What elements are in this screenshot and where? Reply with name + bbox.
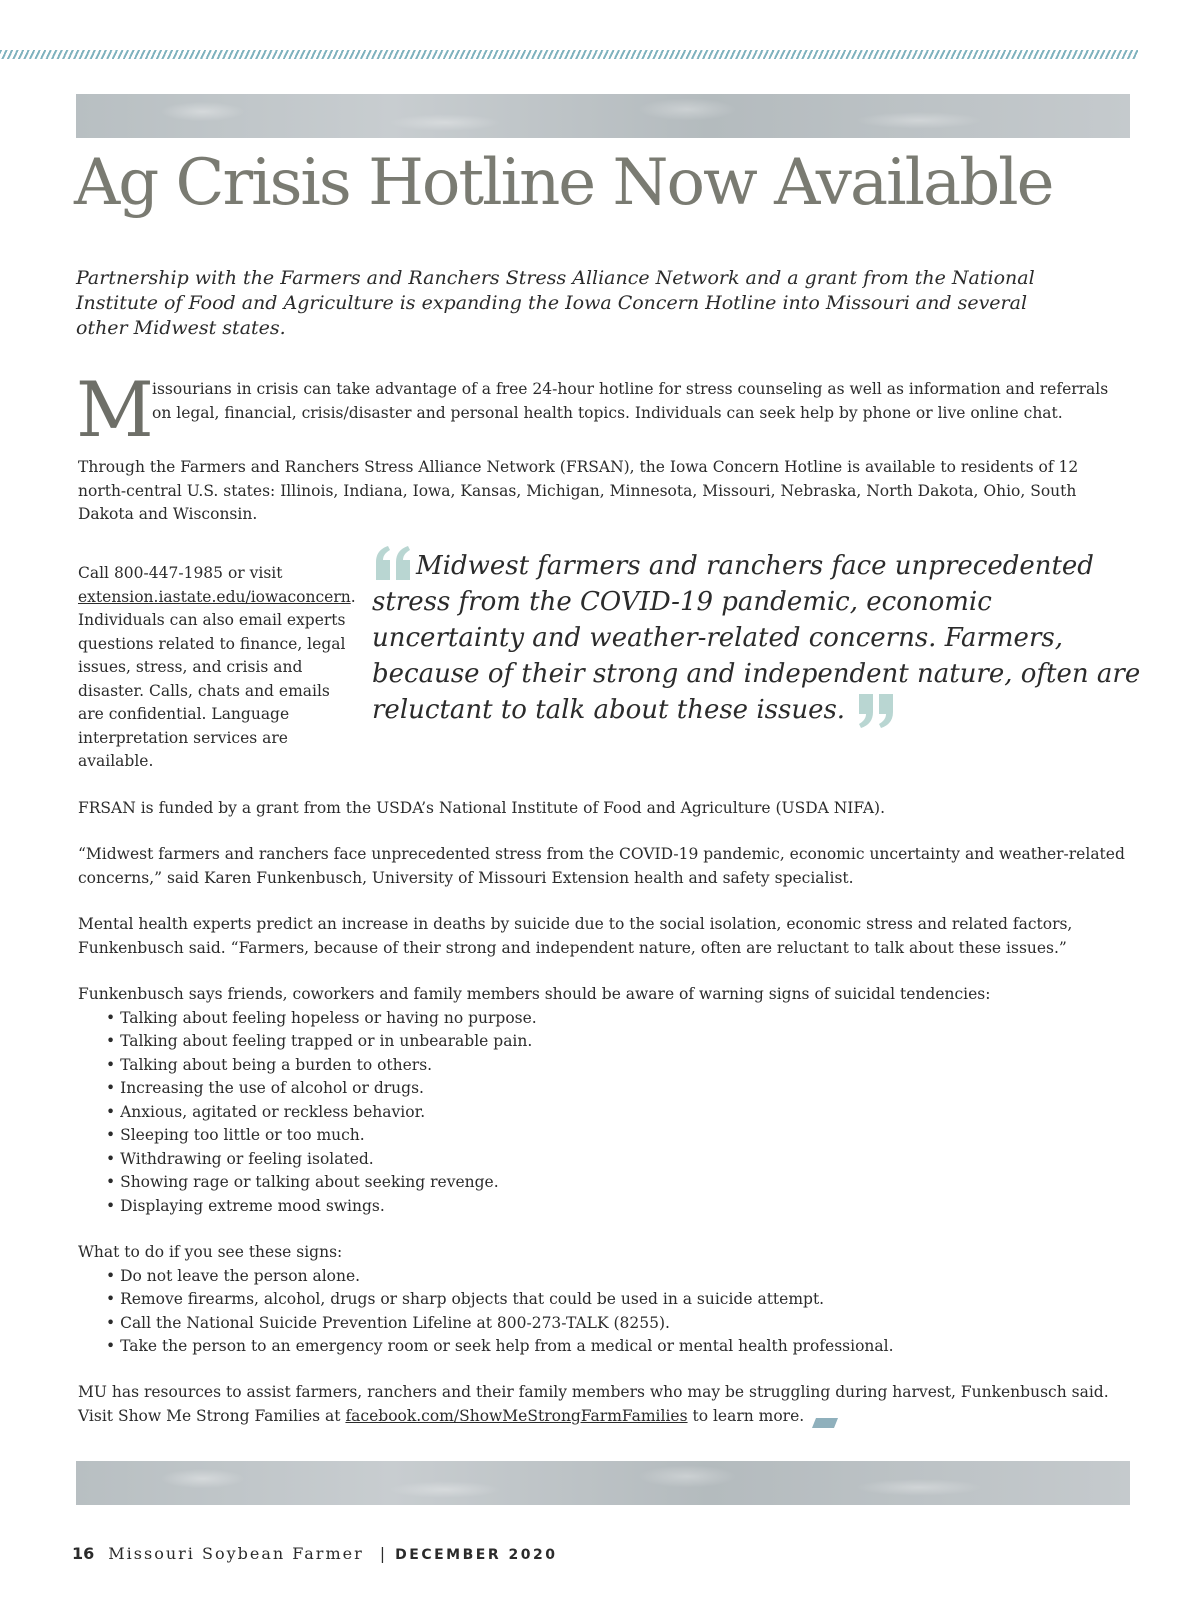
article-title: Ag Crisis Hotline Now Available [74,146,1053,220]
list-item: • Take the person to an emergency room or seek help from a medical or mental health professional. [78,1335,1130,1359]
sidebar-contact [78,562,356,774]
list-item: • Call the National Suicide Prevention Lifeline at 800-273-TALK (8255). [78,1312,1130,1336]
what-to-do-list [78,1265,1130,1359]
header-texture-band [76,94,1130,138]
closing-text: MU has resources to assist farmers, ranchers and their family members who may be struggling during harvest, Funkenbusch said. Visit Show Me Strong Families at [78,1383,1109,1425]
list-item: • Displaying extreme mood swings. [78,1195,1130,1219]
facebook-link[interactable]: facebook.com/ShowMeStrongFarmFamilies [345,1406,688,1425]
list-item: • Remove firearms, alcohol, drugs or sharp objects that could be used in a suicide attempt. [78,1288,1130,1312]
page-footer [72,1544,557,1563]
paragraph-funding: FRSAN is funded by a grant from the USDA’s National Institute of Food and Agriculture (USDA NIFA). [78,799,886,817]
pull-quote-text: Midwest farmers and ranchers face unprecedented stress from the COVID-19 pandemic, economic uncertainty and weather-related concerns. Farmers, because of their strong and independent nature, often are reluctant to talk about these issues. [372,551,1141,725]
top-stripe-decoration [0,50,1138,59]
intro-text: issourians in crisis can take advantage of a free 24-hour hotline for stress counseling as well as information and referrals on legal, financial, crisis/disaster and personal health topics. Individuals can seek help by phone or live online chat. [152,380,1109,422]
list-item: • Increasing the use of alcohol or drugs. [78,1077,1130,1101]
paragraph-frsan-states: Through the Farmers and Ranchers Stress Alliance Network (FRSAN), the Iowa Concern Hotline is available to residents of 12 north-central U.S. states: Illinois, Indiana, Iowa, Kansas, Michigan, Minnesota, Missouri, Nebraska, North Dakota, Ohio, South Dakota and Wisconsin. [78,458,1079,523]
close-quote-icon [853,694,897,728]
paragraph-quote: “Midwest farmers and ranchers face unprecedented stress from the COVID-19 pandemic, economic uncertainty and weather-related concerns,” said Karen Funkenbusch, University of Missouri Extension health and safety specialist. [78,845,1125,887]
issue-date: DECEMBER 2020 [395,1547,558,1563]
footer-texture-band [76,1461,1130,1505]
pull-quote [372,548,1142,728]
list-item: • Do not leave the person alone. [78,1265,1130,1289]
what-to-do-intro: What to do if you see these signs: [78,1243,343,1261]
warning-signs-section [78,983,1130,1218]
publication-name: Missouri Soybean Farmer [108,1544,364,1563]
iowa-concern-link[interactable]: extension.iastate.edu/iowaconcern [78,587,351,606]
closing-paragraph [78,1381,1130,1428]
what-to-do-section [78,1241,1130,1359]
list-item: • Anxious, agitated or reckless behavior. [78,1101,1130,1125]
open-quote-icon [372,546,416,580]
page-number: 16 [72,1544,95,1563]
list-item: • Talking about being a burden to others. [78,1054,1130,1078]
drop-cap: M [76,365,154,454]
closing-text-end: to learn more. [687,1406,805,1425]
paragraph-mental-health: Mental health experts predict an increase in deaths by suicide due to the social isolation, economic stress and related factors, Funkenbusch said. “Farmers, because of their strong and independent nature, often are reluctant to talk about these issues.” [78,915,1073,957]
list-item: • Withdrawing or feeling isolated. [78,1148,1130,1172]
list-item: • Showing rage or talking about seeking revenge. [78,1171,1130,1195]
sidebar-text-pre: Call 800-447-1985 or visit [78,564,283,582]
intro-paragraph [76,365,1130,454]
warning-signs-intro: Funkenbusch says friends, coworkers and family members should be aware of warning signs of suicidal tendencies: [78,985,991,1003]
list-item: • Talking about feeling trapped or in unbearable pain. [78,1030,1130,1054]
footer-separator: | [379,1544,386,1563]
warning-signs-list [78,1007,1130,1219]
article-deck: Partnership with the Farmers and Ranchers Stress Alliance Network and a grant from the National Institute of Food and Agriculture is expanding the Iowa Concern Hotline into Missouri and several other Midwest states. [76,267,1035,339]
list-item: • Sleeping too little or too much. [78,1124,1130,1148]
end-mark-icon [812,1412,838,1422]
list-item: • Talking about feeling hopeless or having no purpose. [78,1007,1130,1031]
sidebar-text-post: . Individuals can also email experts questions related to finance, legal issues, stress, and crisis and disaster. Calls, chats and emails are confidential. Language interpretation services are available. [78,587,356,770]
